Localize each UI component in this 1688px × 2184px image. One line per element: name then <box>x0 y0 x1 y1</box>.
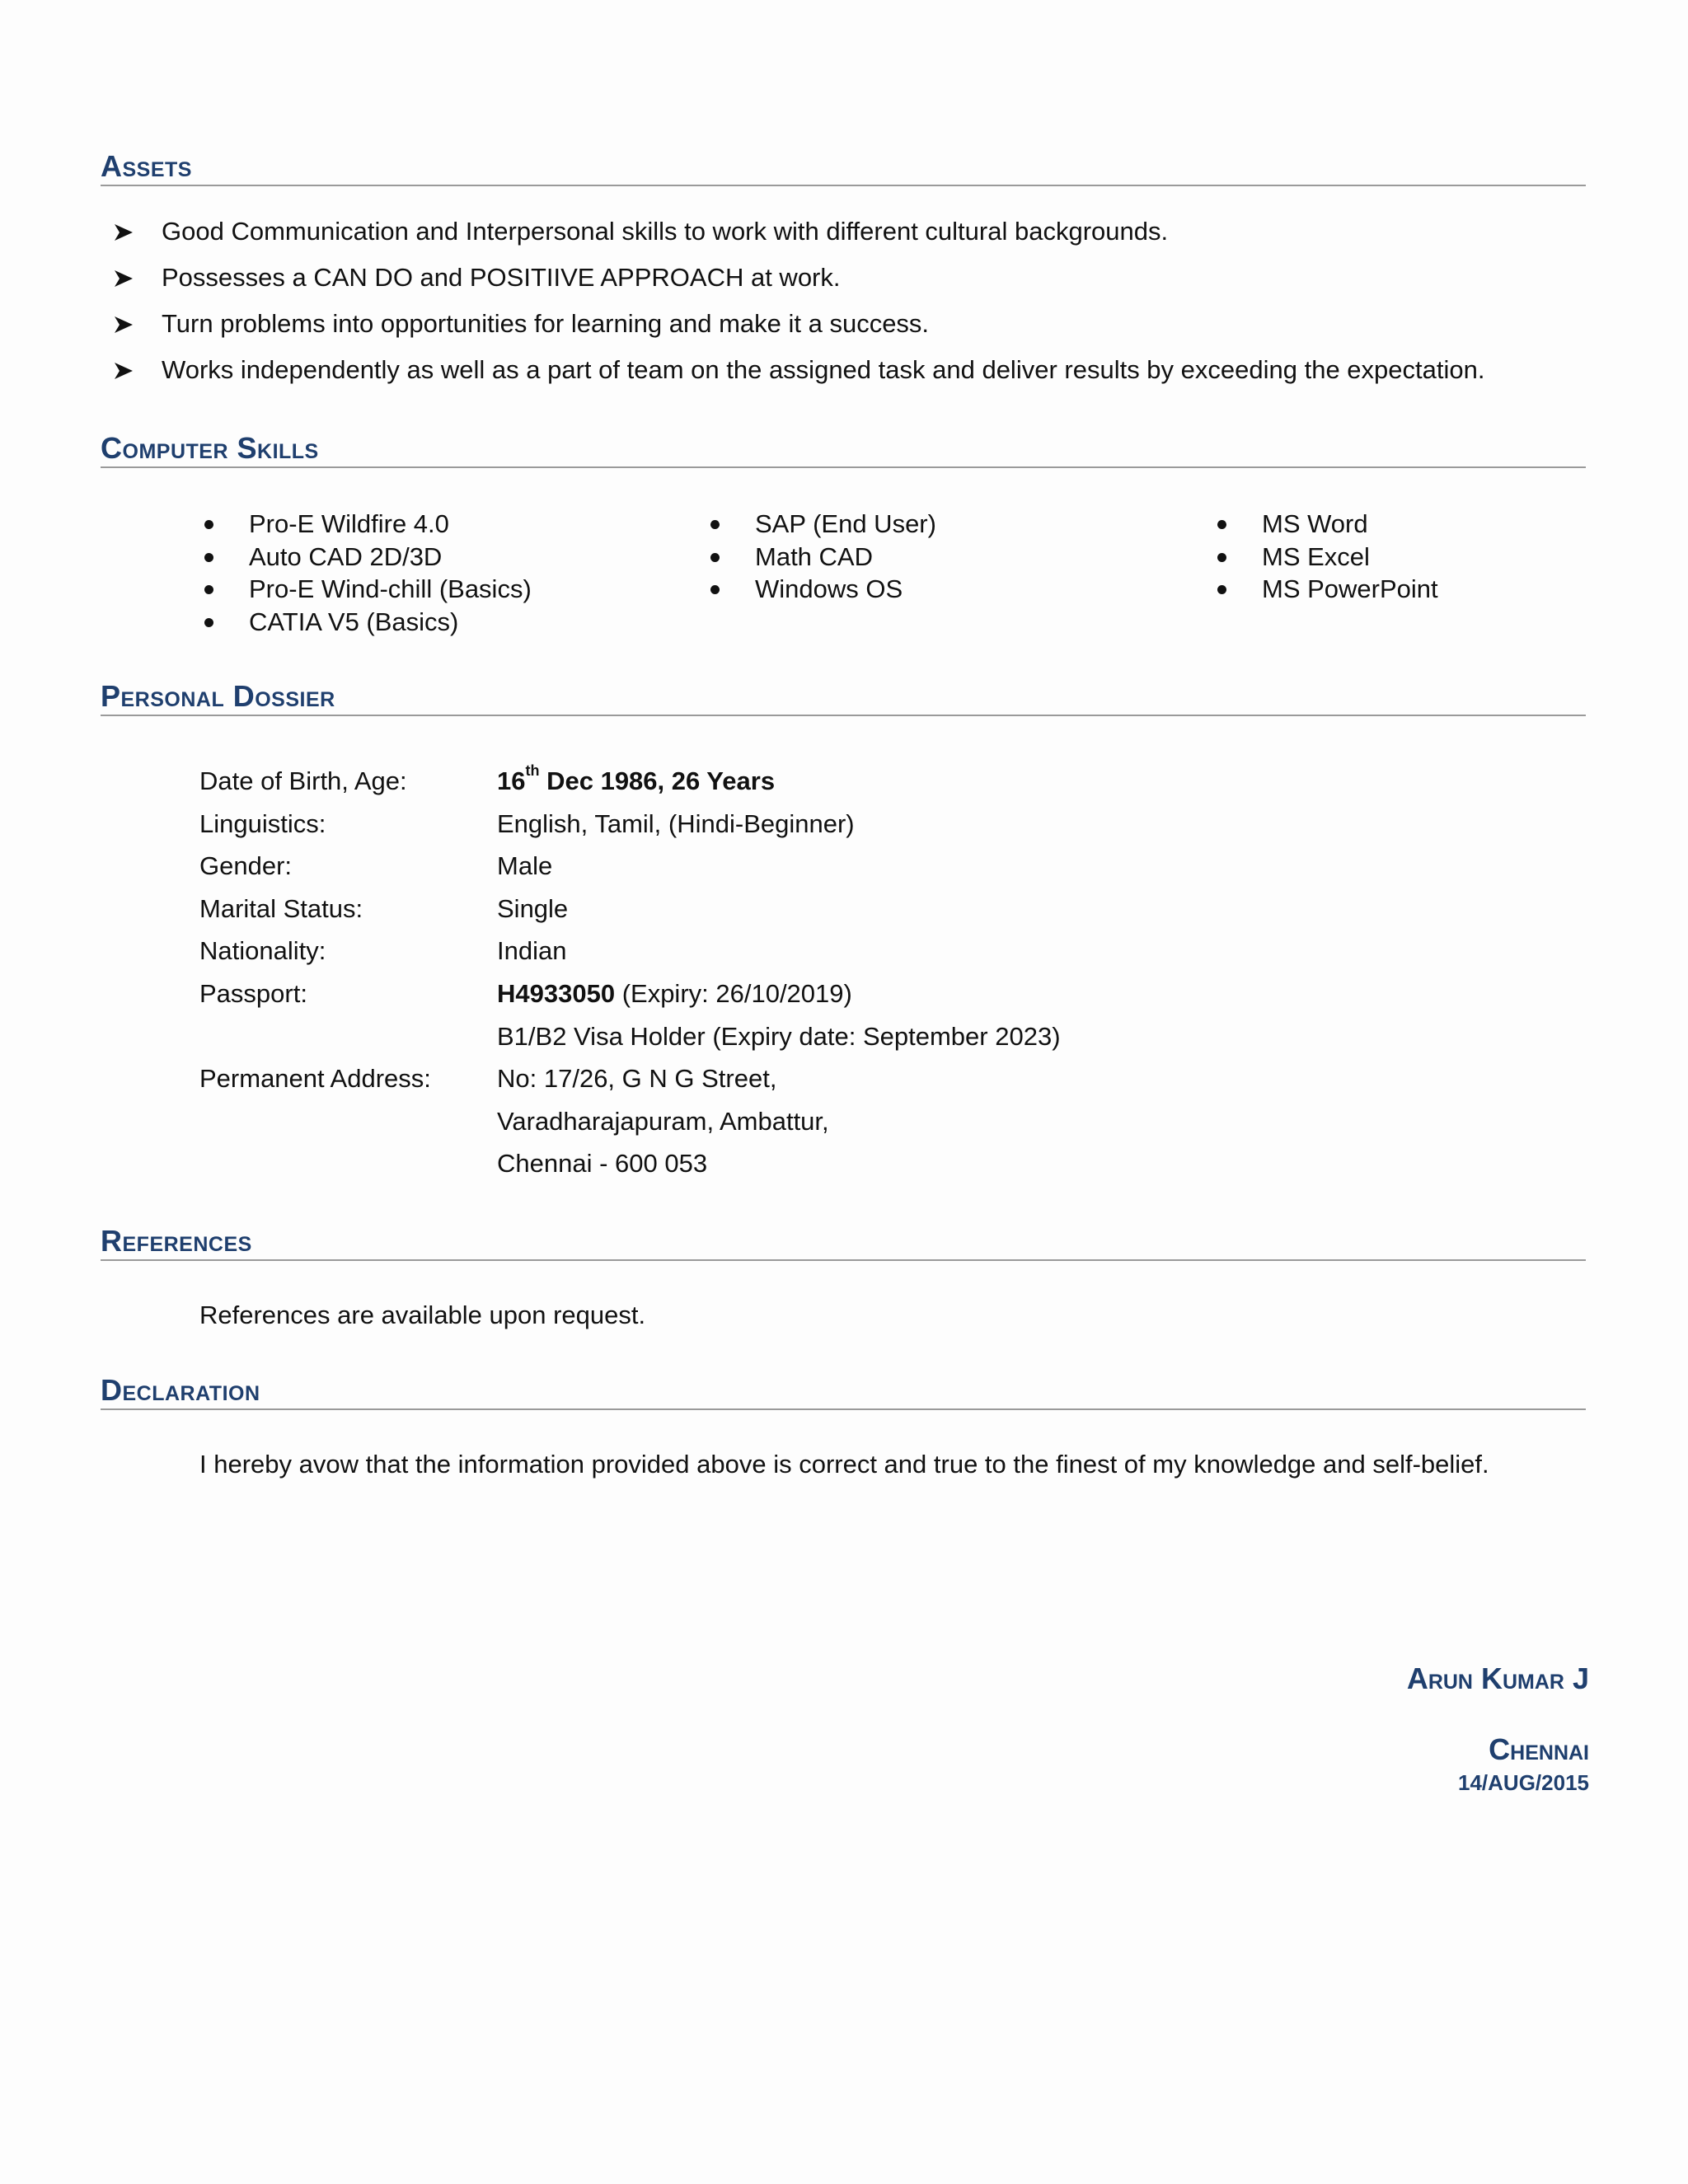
dob-label: Date of Birth, Age: <box>199 766 407 795</box>
skill-text: Auto CAD 2D/3D <box>249 541 443 571</box>
arrow-bullet-icon <box>115 224 133 241</box>
gender-value: Male <box>497 851 553 881</box>
skill-text: Pro-E Wildfire 4.0 <box>249 509 449 538</box>
passport-label: Passport: <box>199 978 307 1008</box>
dob-value <box>497 762 776 796</box>
bullet-icon <box>1217 553 1226 562</box>
marital-status-value: Single <box>497 893 569 923</box>
dob-rest: Dec 1986, 26 Years <box>539 766 776 795</box>
assets-heading: Assets <box>101 150 1586 186</box>
address-line: No: 17/26, G N G Street, <box>497 1064 777 1094</box>
list-item <box>199 542 532 575</box>
bullet-icon <box>204 618 213 627</box>
address-line: Chennai - 600 053 <box>497 1149 708 1179</box>
list-item <box>199 607 532 640</box>
skill-text: CATIA V5 (Basics) <box>249 607 459 636</box>
skill-text: MS Excel <box>1262 541 1370 571</box>
bullet-icon <box>204 585 213 594</box>
visa-value: B1/B2 Visa Holder (Expiry date: September 2023) <box>497 1021 1061 1051</box>
skill-text: Math CAD <box>755 541 873 571</box>
assets-list <box>101 217 1484 401</box>
dob-day: 16 <box>497 766 526 795</box>
signature-date: 14/AUG/2015 <box>1458 1770 1589 1795</box>
list-item <box>706 542 936 575</box>
list-item <box>101 355 1484 401</box>
asset-text: Good Communication and Interpersonal skills to work with different cultural backgrounds. <box>162 217 1169 246</box>
nationality-label: Nationality: <box>199 936 326 966</box>
list-item <box>1212 574 1438 607</box>
computer-skills-heading: Computer Skills <box>101 432 1586 468</box>
skill-text: MS PowerPoint <box>1262 574 1438 603</box>
address-label: Permanent Address: <box>199 1064 431 1094</box>
address-line: Varadharajapuram, Ambattur, <box>497 1106 829 1136</box>
list-item <box>706 509 936 542</box>
nationality-value: Indian <box>497 936 567 966</box>
skill-text: Windows OS <box>755 574 903 603</box>
bullet-icon <box>1217 585 1226 594</box>
list-item <box>101 217 1484 263</box>
list-item <box>199 509 532 542</box>
asset-text: Works independently as well as a part of team on the assigned task and deliver results by exceeding the expectation. <box>162 355 1485 384</box>
skills-column-1 <box>199 509 532 640</box>
list-item <box>706 574 936 607</box>
signature-name: Arun Kumar J <box>1406 1661 1589 1695</box>
marital-status-label: Marital Status: <box>199 893 363 923</box>
linguistics-label: Linguistics: <box>199 808 326 838</box>
asset-text: Possesses a CAN DO and POSITIIVE APPROACH at work. <box>162 263 841 292</box>
asset-text: Turn problems into opportunities for learning and make it a success. <box>162 309 930 338</box>
arrow-bullet-icon <box>115 270 133 287</box>
list-item <box>1212 542 1438 575</box>
skills-column-3 <box>1212 509 1438 607</box>
bullet-icon <box>204 553 213 562</box>
arrow-bullet-icon <box>115 316 133 333</box>
list-item <box>199 574 532 607</box>
bullet-icon <box>710 520 720 529</box>
linguistics-value: English, Tamil, (Hindi-Beginner) <box>497 808 855 838</box>
arrow-bullet-icon <box>115 363 133 379</box>
bullet-icon <box>1217 520 1226 529</box>
list-item <box>101 263 1484 309</box>
list-item <box>101 309 1484 355</box>
passport-value <box>497 979 852 1009</box>
bullet-icon <box>710 585 720 594</box>
gender-label: Gender: <box>199 851 293 881</box>
bullet-icon <box>710 553 720 562</box>
references-heading: References <box>101 1225 1586 1261</box>
list-item <box>1212 509 1438 542</box>
dob-suffix: th <box>525 762 540 779</box>
bullet-icon <box>204 520 213 529</box>
declaration-heading: Declaration <box>101 1374 1586 1410</box>
skills-column-2 <box>706 509 936 607</box>
references-text: References are available upon request. <box>199 1301 646 1329</box>
signature-place: Chennai <box>1489 1732 1589 1766</box>
personal-dossier-heading: Personal Dossier <box>101 680 1586 716</box>
skill-text: SAP (End User) <box>755 509 936 538</box>
skill-text: MS Word <box>1262 509 1368 538</box>
passport-expiry: (Expiry: 26/10/2019) <box>615 978 852 1008</box>
skill-text: Pro-E Wind-chill (Basics) <box>249 574 532 603</box>
declaration-text: I hereby avow that the information provided above is correct and true to the finest of my knowledge and self-belief. <box>199 1450 1489 1479</box>
passport-number: H4933050 <box>497 978 616 1008</box>
